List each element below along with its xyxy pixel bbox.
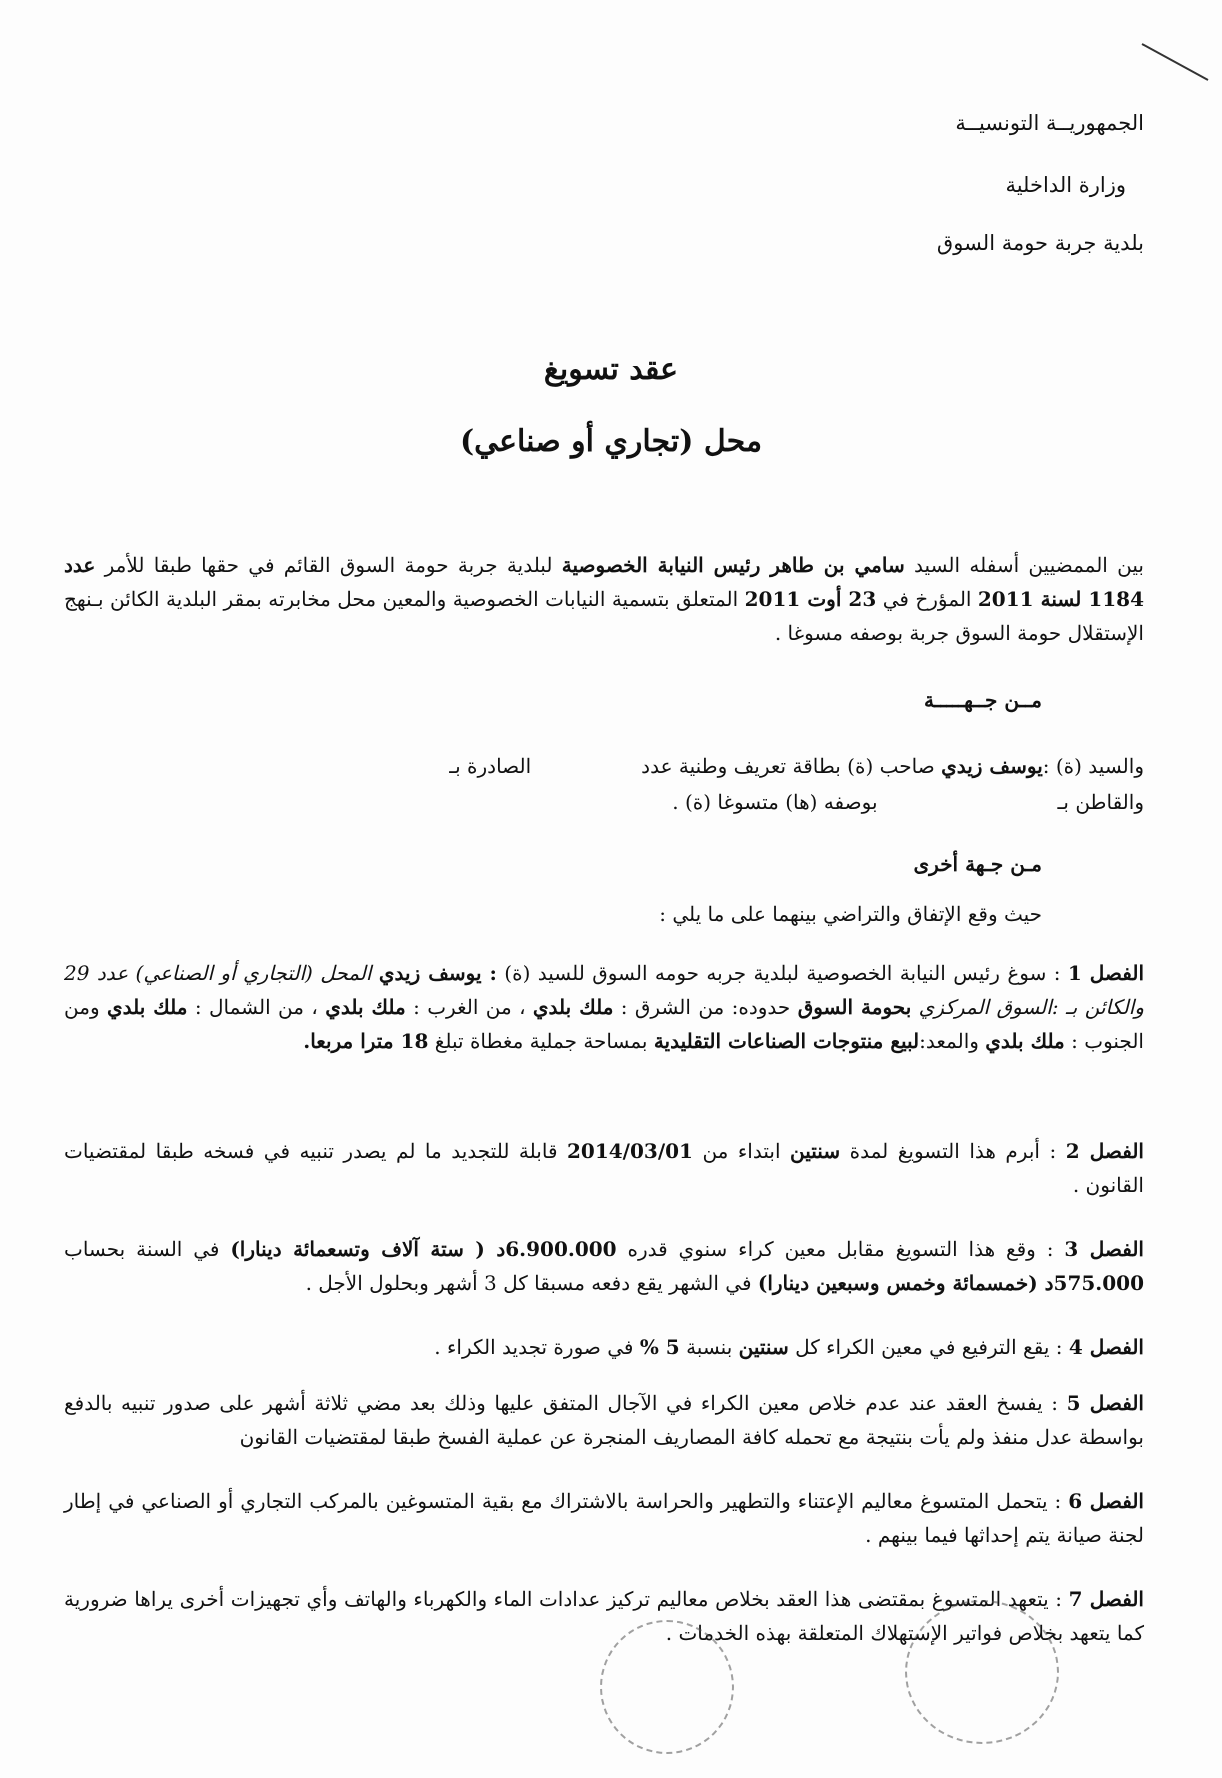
article-1-label: الفصل 1 — [1067, 961, 1144, 985]
article-3: الفصل 3 : وقع هذا التسويغ مقابل معين كراء سنوي قدره 6.900.000د ( ستة آلاف وتسعمائة دينارا) في السنة بحساب 575.000د (خمسمائة وخمس وسبعين دينارا) في الشهر يقع دفعه مسبقا كل 3 أشهر وبحلول الأجل . — [64, 1237, 1144, 1295]
party-one-label: مــن جــهـــــة — [924, 688, 1042, 712]
official-stamp-right — [905, 1600, 1059, 1744]
tenant-paragraph — [64, 748, 1144, 820]
tenant-line-1: والسيد (ة) :يوسف زيدي صاحب (ة) بطاقة تعريف وطنية عددالصادرة بـ — [449, 754, 1144, 778]
header-republic: الجمهوريــة التونسيــة — [955, 111, 1144, 135]
contract-title: عقد تسويغ — [543, 352, 679, 387]
article-5-label: الفصل 5 — [1066, 1391, 1144, 1415]
decree-ref: عدد 1184 لسنة 2011 — [64, 553, 1144, 611]
article-6: الفصل 6 : يتحمل المتسوغ معاليم الإعتناء والتطهير والحراسة بالاشتراك مع بقية المتسوغين بالمركب التجاري أو الصناعي في إطار لجنة صيانة يتم إحداثها فيما بينهم . — [64, 1489, 1144, 1547]
article-1: الفصل 1 : سوغ رئيس النيابة الخصوصية لبلدية جربه حومه السوق للسيد (ة) : يوسف زيدي المحل (التجاري أو الصناعي) عدد 29 والكائن بـ :السوق المركزي بحومة السوق حدوده: من الشرق : ملك بلدي ، من الغرب : ملك بلدي ، من الشمال : ملك بلدي ومن الجنوب : ملك بلدي والمعد:لبيع منتوجات الصناعات التقليدية بمساحة جملية مغطاة تبلغ 18 مترا مربعا. — [64, 961, 1144, 1053]
header-municipality: بلدية جربة حومة السوق — [936, 231, 1144, 255]
article-2-label: الفصل 2 — [1065, 1139, 1144, 1163]
corner-scratch-mark — [1140, 40, 1210, 84]
article-4: الفصل 4 : يقع الترفيع في معين الكراء كل سنتين بنسبة 5 % في صورة تجديد الكراء . — [434, 1335, 1144, 1359]
tenant-line-2: والقاطن بـبوصفه (ها) متسوغا (ة) . — [672, 790, 1144, 814]
agreement-statement: حيث وقع الإتفاق والتراضي بينهما على ما يلي : — [659, 902, 1042, 926]
article-7-label: الفصل 7 — [1068, 1587, 1144, 1611]
decree-date: 23 أوت 2011 — [744, 587, 877, 611]
header-ministry: وزارة الداخلية — [1005, 173, 1126, 197]
article-6-label: الفصل 6 — [1068, 1489, 1144, 1513]
article-4-label: الفصل 4 — [1068, 1335, 1144, 1359]
article-7: الفصل 7 : يتعهد المتسوغ بمقتضى هذا العقد بخلاص معاليم تركيز عدادات الماء والكهرباء والهاتف وأي تجهيزات أخرى يراها ضرورية كما يتعهد بخلاص فواتير الإستهلاك المتعلقة بهذه الخدمات . — [64, 1587, 1144, 1645]
contract-subtitle: محل (تجاري أو صناعي) — [459, 424, 763, 459]
article-3-label: الفصل 3 — [1064, 1237, 1144, 1261]
party-two-label: مـن جـهة أخرى — [913, 852, 1042, 876]
article-2: الفصل 2 : أبرم هذا التسويغ لمدة سنتين ابتداء من 2014/03/01 قابلة للتجديد ما لم يصدر تنبيه في فسخه طبقا لمقتضيات القانون . — [64, 1139, 1144, 1197]
tenant-name: يوسف زيدي — [941, 754, 1043, 778]
lessor-name: سامي بن طاهر رئيس النيابة الخصوصية — [561, 553, 905, 577]
official-stamp-left — [600, 1620, 734, 1754]
article-5: الفصل 5 : يفسخ العقد عند عدم خلاص معين الكراء في الآجال المتفق عليها وذلك بعد مضي ثلاثة أشهر على صدور تنبيه بالدفع بواسطة عدل منفذ ولم يأت بنتيجة مع تحمله كافة المصاريف المنجرة عن عملية الفسخ طبقا لمقتضيات القانون — [64, 1391, 1144, 1449]
intro-paragraph: بين الممضيين أسفله السيد سامي بن طاهر رئيس النيابة الخصوصية لبلدية جربة حومة السوق القائم في حقها طبقا للأمر عدد 1184 لسنة 2011 المؤرخ في 23 أوت 2011 المتعلق بتسمية النيابات الخصوصية والمعين محل مخابرته بمقر البلدية الكائن بـنهج الإستقلال حومة السوق جربة بوصفه مسوغا . — [64, 553, 1144, 645]
